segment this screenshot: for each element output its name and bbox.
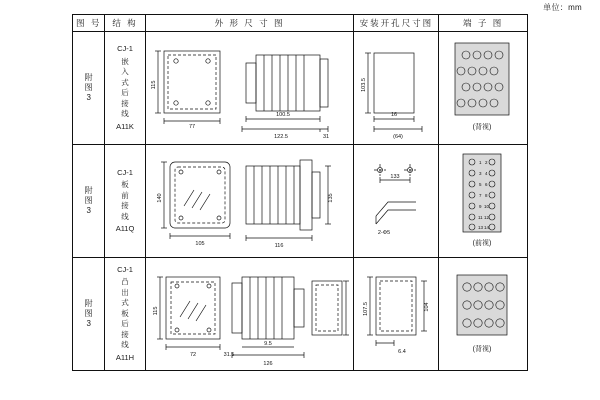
svg-text:12: 12 — [484, 215, 490, 220]
outline-drawing-row1 — [146, 33, 352, 143]
dim-107-5: 107.5 — [363, 302, 370, 316]
dim-72: 72 — [189, 352, 196, 358]
header-structure: 结 构 — [105, 15, 145, 32]
structure-label: CJ-1 凸 出 式 板 后 接 线 A11H — [115, 264, 135, 362]
figure-no-cell — [73, 258, 105, 371]
mounting-drawing-row3 — [354, 259, 436, 369]
terminal-drawing-row3 — [439, 259, 525, 369]
dim-126: 126 — [263, 361, 273, 367]
structure-label: CJ-1 板 前 接 线 A11Q — [115, 167, 135, 233]
structure-cell — [105, 32, 145, 145]
figure-no-label: 附 图 3 — [84, 299, 93, 328]
terminal-caption: (背视) — [472, 124, 492, 131]
figure-no-label: 附 图 3 — [84, 73, 93, 102]
dim-77: 77 — [188, 124, 195, 130]
terminal-drawing-cell — [439, 32, 528, 145]
svg-text:1: 1 — [479, 160, 482, 165]
svg-text:9: 9 — [479, 204, 482, 209]
table-row — [73, 258, 528, 371]
mounting-drawing-row2 — [354, 146, 436, 256]
dim-115: 115 — [150, 80, 157, 90]
mounting-drawing-cell — [354, 32, 439, 145]
header-figure-no: 图 号 — [73, 15, 105, 32]
mounting-drawing-cell — [354, 145, 439, 258]
outline-drawing-cell — [145, 32, 354, 145]
dim-64: (64) — [393, 134, 404, 140]
dim-2-phi5: 2-Φ5 — [378, 230, 391, 236]
mounting-drawing-cell — [354, 258, 439, 371]
terminal-caption: (背视) — [472, 346, 492, 353]
svg-text:5: 5 — [479, 182, 482, 187]
dim-122-5: 122.5 — [273, 134, 288, 140]
outline-drawing-row3 — [146, 259, 352, 369]
structure-cell — [105, 258, 145, 371]
svg-text:4: 4 — [485, 171, 488, 176]
svg-text:6: 6 — [485, 182, 488, 187]
table-header-row — [73, 15, 528, 32]
dim-140: 140 — [156, 193, 163, 203]
dim-116: 116 — [274, 243, 284, 249]
table-row — [73, 32, 528, 145]
spec-table — [72, 14, 528, 371]
dim-9-5: 9.5 — [263, 341, 272, 347]
svg-text:10: 10 — [484, 204, 490, 209]
header-mounting: 安装开孔尺寸图 — [354, 15, 439, 32]
terminal-drawing-row1 — [439, 33, 525, 143]
structure-cell — [105, 145, 145, 258]
svg-text:3: 3 — [479, 171, 482, 176]
dim-115: 115 — [152, 306, 159, 316]
header-terminal: 端 子 图 — [439, 15, 528, 32]
svg-text:2: 2 — [485, 160, 488, 165]
outline-drawing-cell — [145, 258, 354, 371]
dim-105: 105 — [195, 241, 205, 247]
svg-text:8: 8 — [485, 193, 488, 198]
svg-text:7: 7 — [479, 193, 482, 198]
unit-note: 单位：mm — [543, 3, 582, 12]
dim-133: 133 — [390, 174, 401, 180]
terminal-drawing-row2 — [439, 146, 525, 256]
svg-text:14: 14 — [484, 225, 490, 230]
figure-no-cell — [73, 32, 105, 145]
outline-drawing-row2 — [146, 146, 352, 256]
dim-103-5: 103.5 — [361, 78, 368, 92]
figure-no-label: 附 图 3 — [84, 186, 93, 215]
terminal-caption: (前视) — [472, 240, 492, 247]
dim-6-4: 6.4 — [398, 349, 407, 355]
dim-135: 135 — [327, 193, 334, 203]
dim-16: 16 — [391, 112, 398, 118]
svg-text:11: 11 — [478, 215, 483, 220]
mounting-drawing-row1 — [354, 33, 436, 143]
svg-text:13: 13 — [478, 225, 484, 230]
dim-31-5: 31.5 — [223, 352, 235, 358]
header-outline: 外 形 尺 寸 图 — [145, 15, 354, 32]
terminal-drawing-cell — [439, 258, 528, 371]
dim-100-5: 100.5 — [275, 112, 290, 118]
terminal-drawing-cell — [439, 145, 528, 258]
dim-31: 31 — [322, 134, 329, 140]
table-row — [73, 145, 528, 258]
figure-no-cell — [73, 145, 105, 258]
structure-label: CJ-1 嵌 入 式 后 接 线 A11K — [116, 44, 134, 131]
outline-drawing-cell — [145, 145, 354, 258]
dim-104: 104 — [424, 302, 431, 312]
